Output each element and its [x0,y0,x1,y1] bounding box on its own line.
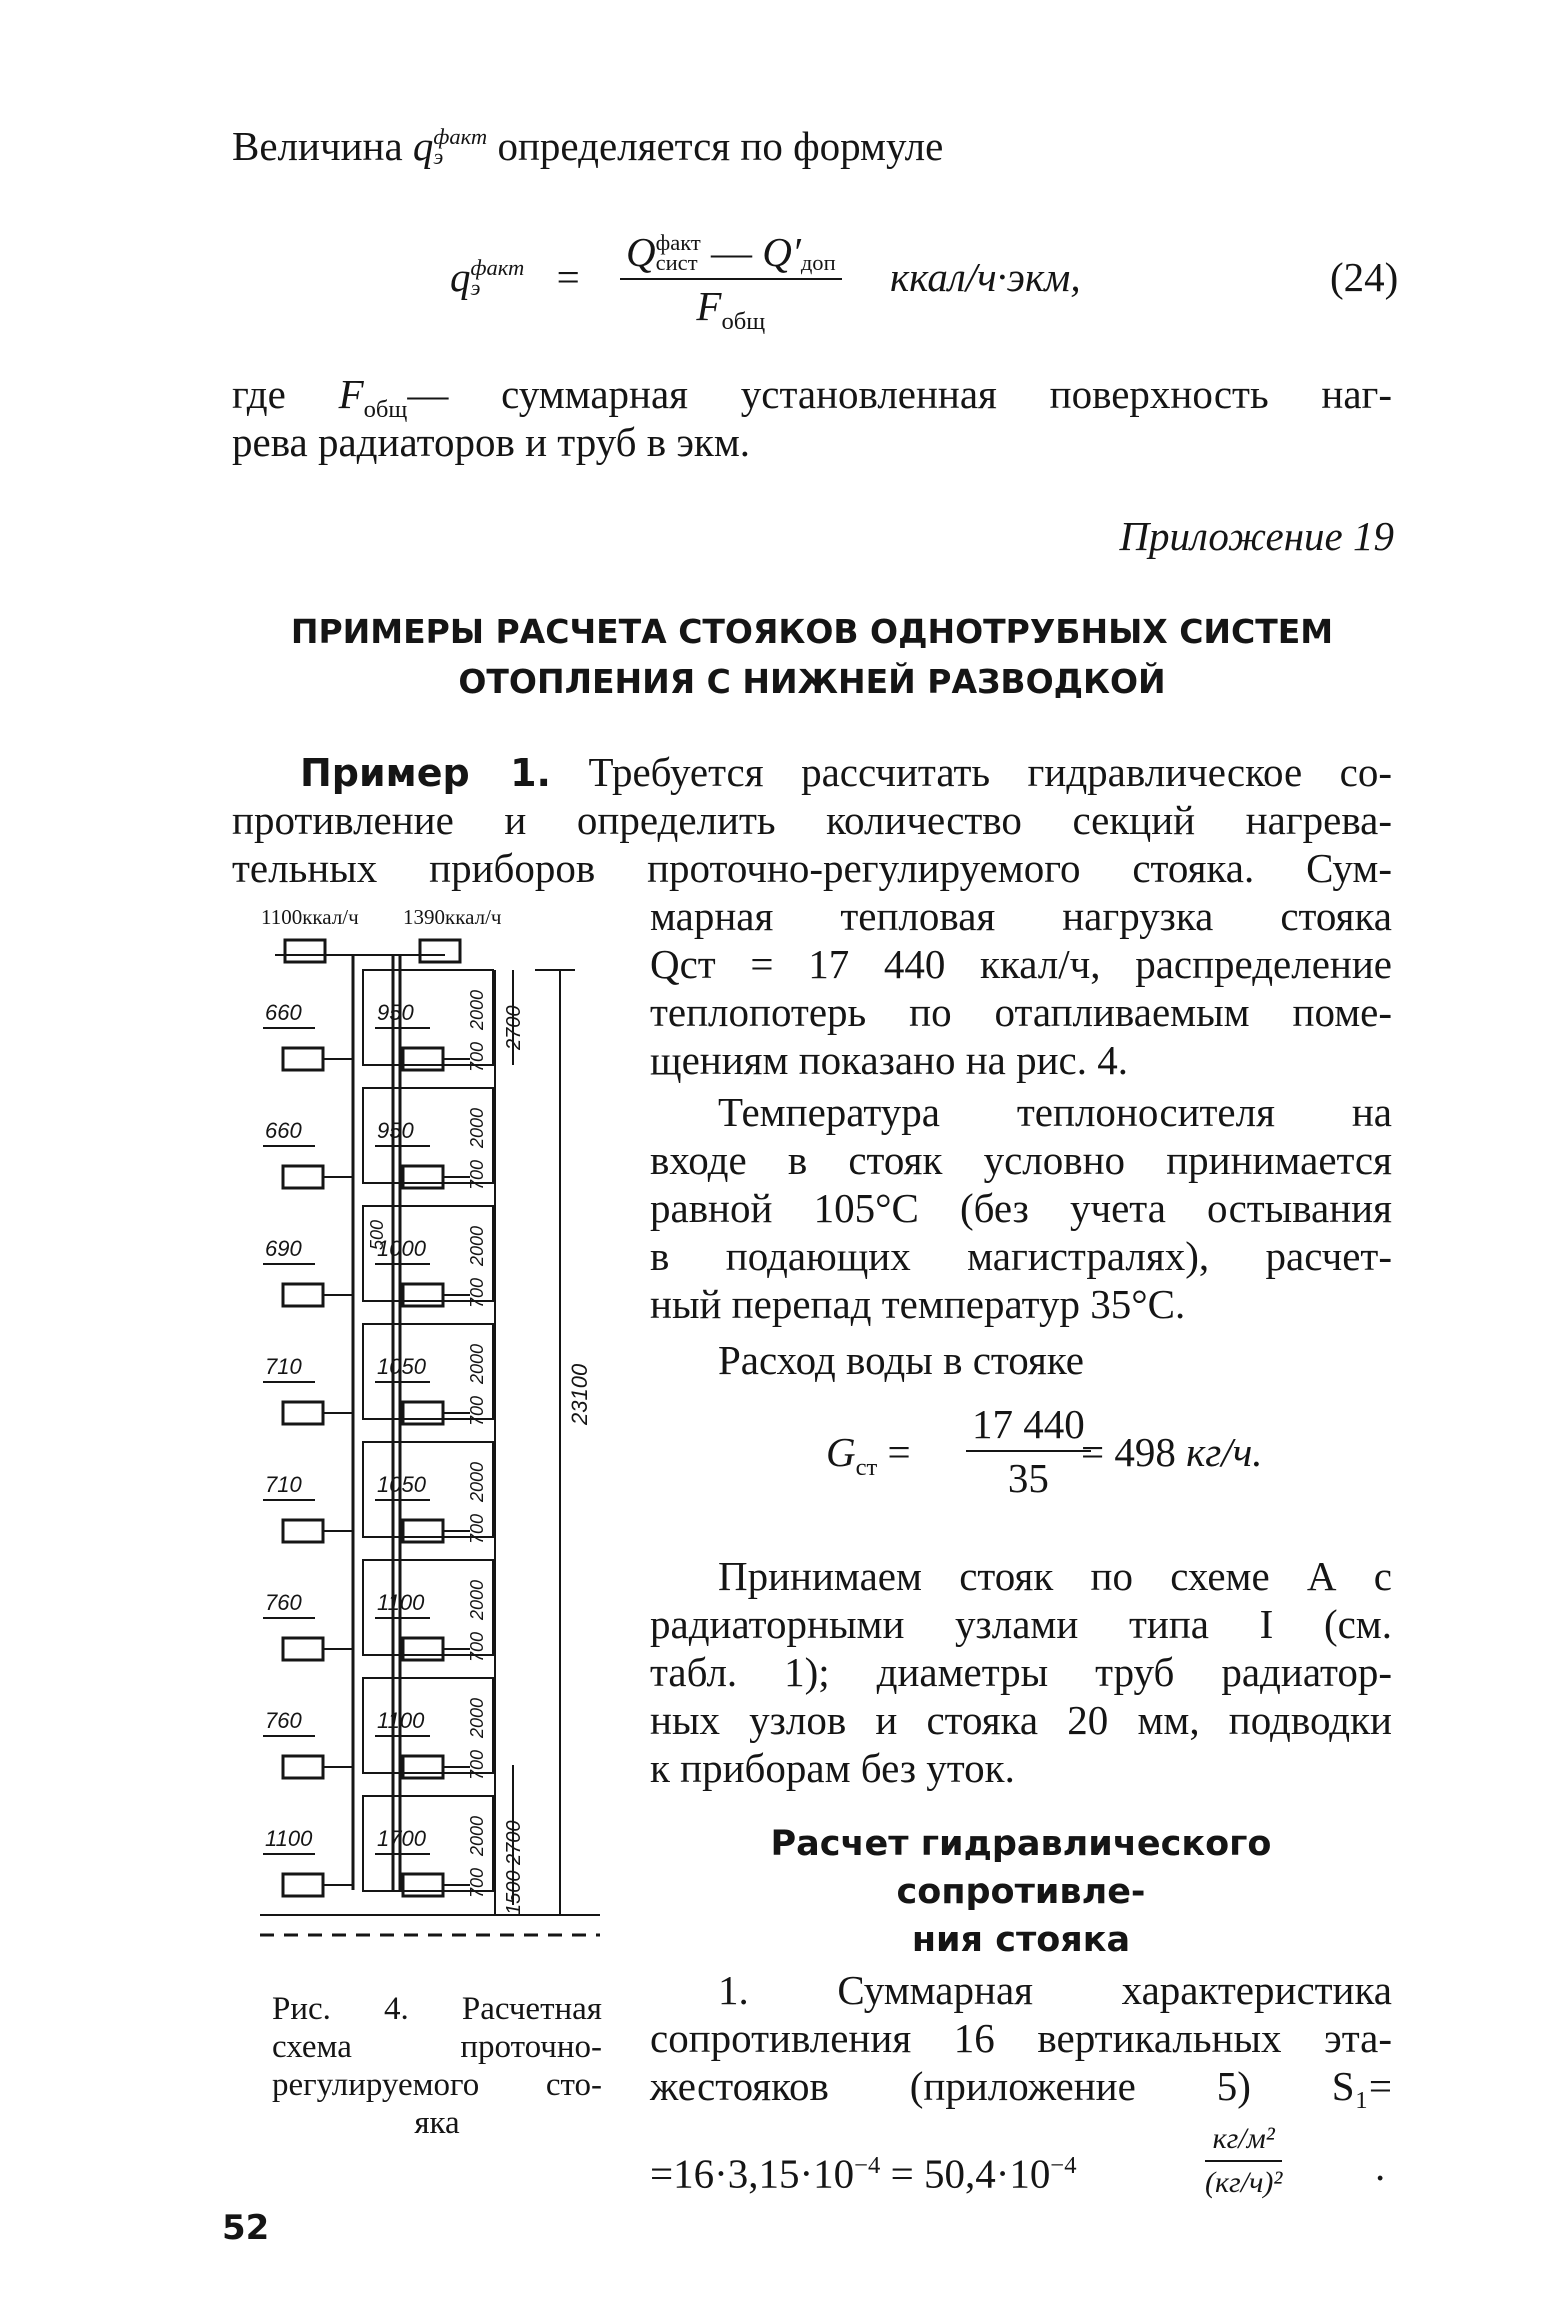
right-load-label: 1050 [377,1472,426,1497]
example-line-3: тельных приборов проточно-регулируемого стояка. Сум- [232,845,1392,891]
step1-line-1: 1. Суммарная характеристика [718,1967,1392,2013]
calc-heading-line-1: Расчет гидравлического сопротивле- [770,1824,1272,1912]
riser-diagram [255,905,600,1980]
floor-dimension: 700 [467,1749,487,1780]
left-load-label: 760 [265,1708,302,1733]
radiator-right [403,1284,443,1306]
floor-dimension: 2000 [467,1343,487,1384]
formula-unit: ккал/ч·экм, [890,254,1081,300]
section-heading [232,607,1392,707]
calc-heading-line-2: ния стояка [911,1920,1131,1960]
radiator-right [403,1874,443,1896]
accept-line-3: табл. 1); диаметры труб радиатор- [650,1649,1392,1695]
floor-dimension: 2000 [467,1225,487,1266]
radiator-right [403,1166,443,1188]
radiator-left [283,1166,323,1188]
intro-line [232,122,943,170]
floor-dimension: 700 [467,1867,487,1898]
top-left-load-label: 1100ккал/ч [261,905,359,929]
temp-line-5: ный перепад температур 35°С. [650,1281,1186,1327]
accept-line-4: ных узлов и стояка 20 мм, подводки [650,1697,1392,1743]
formula-lhs: qфакт э = [450,254,580,300]
right-load-label: 1100 [377,1708,425,1733]
figure-caption [272,1990,602,2142]
flow-fraction: $\frac{17 440}{35}$ [966,1400,1091,1502]
caption-line-2: схема проточно- [272,2029,602,2065]
radiator-right [403,1638,443,1660]
intro-word-velichina: Величина [232,123,403,169]
right-load-label: 1100 [377,1590,425,1615]
floor-dimension: 2000 [467,1815,487,1856]
dim-23100: 23100 [567,1363,592,1425]
flow-intro: Расход воды в стояке [718,1337,1084,1383]
floor-dimension: 2000 [467,1579,487,1620]
example-line-5: Qст = 17 440 ккал/ч, распределение [650,941,1392,987]
radiator-right [403,1402,443,1424]
floor-dimension: 700 [467,1159,487,1190]
heading-line-1: ПРИМЕРЫ РАСЧЕТА СТОЯКОВ ОДНОТРУБНЫХ СИСТЕМ [290,612,1334,651]
example-line-1: Пример 1. Требуется рассчитать гидравлическое со- [300,749,1392,795]
radiator-top-left [285,940,325,962]
temp-line-1: Температура теплоносителя на [718,1089,1392,1135]
where-line-1: где $F_{общ}—$ суммарная установленная поверхность наг- [232,371,1392,424]
temp-line-2: входе в стояк условно принимается [650,1137,1392,1183]
accept-line-1: Принимаем стояк по схеме А с [718,1553,1392,1599]
floor-dimension: 2000 [467,1107,487,1148]
temp-line-4: в подающих магистралях), расчет- [650,1233,1392,1279]
step1-line-3: жестояков (приложение 5) S₁= [650,2063,1392,2109]
flow-formula: $G_{ст}$ = $\frac{17 440}{35}$ = 498 кг/ч. [826,1401,1263,1501]
where-line-2: рева радиаторов и труб в экм. [232,419,751,465]
radiator-left [283,1048,323,1070]
floor-dimension: 700 [467,1631,487,1662]
floor-dimension: 700 [467,1277,487,1308]
appendix-label: Приложение 19 [1119,513,1394,559]
q-fakt-symbol: qфакт э [412,123,488,169]
radiator-left [283,1520,323,1542]
page-number: 52 [222,2208,270,2248]
step1-unit-fraction: кг/м² (кг/ч)² [1205,2122,1283,2199]
formula-fraction: Qфакт сист — Q′ доп $F_{общ}$ [620,228,842,346]
floor-dimension: 700 [467,1041,487,1072]
right-load-label: 950 [377,1118,414,1143]
left-load-label: 660 [265,1000,302,1025]
right-load-label: 1700 [377,1826,426,1851]
temp-line-3: равной 105°С (без учета остывания [650,1185,1392,1231]
radiator-left [283,1756,323,1778]
radiator-right [403,1756,443,1778]
radiator-right [403,1520,443,1542]
formula-24 [450,228,1440,338]
step1-equation: $=16\cdot 3,15\cdot 10^{-4} = 50,4\cdot 10^{-4}$ кг/м² (кг/ч)² . [650,2118,1392,2218]
left-load-label: 660 [265,1118,302,1143]
floor-dimension: 2000 [467,1461,487,1502]
floor-dimension: 700 [467,1513,487,1544]
step1-line-2: сопротивления 16 вертикальных эта- [650,2015,1392,2061]
right-load-label: 950 [377,1000,414,1025]
floor-dimension: 700 [467,1395,487,1426]
dim-2700-top: 2700 [503,1005,525,1050]
caption-line-4: яка [414,2105,460,2141]
dim-500: 500 [367,1219,387,1250]
radiator-left [283,1402,323,1424]
right-load-label: 1000 [377,1236,426,1261]
radiator-top-right [420,940,460,962]
floor-dimension: 2000 [467,1697,487,1738]
left-load-label: 690 [265,1236,302,1261]
example-line-6: теплопотерь по отапливаемым поме- [650,989,1392,1035]
floor-dimension: 2000 [467,989,487,1030]
accept-line-5: к приборам без уток. [650,1745,1015,1791]
heading-line-2: ОТОПЛЕНИЯ С НИЖНЕЙ РАЗВОДКОЙ [458,662,1166,701]
top-right-load-label: 1390ккал/ч [403,905,502,929]
formula-number: (24) [1330,254,1399,300]
dim-2700-bottom: 2700 [503,1820,525,1865]
left-load-label: 1100 [265,1826,313,1851]
caption-line-1: Рис. 4. Расчетная [272,1991,602,2027]
example-line-7: щениям показано на рис. 4. [650,1037,1129,1083]
example-line-4: марная тепловая нагрузка стояка [650,893,1392,939]
caption-line-3: регулируемого сто- [272,2067,602,2103]
left-load-label: 760 [265,1590,302,1615]
left-load-label: 710 [265,1472,302,1497]
left-load-label: 710 [265,1354,302,1379]
intro-word-formula: определяется по формуле [497,123,944,169]
radiator-left [283,1874,323,1896]
accept-line-2: радиаторными узлами типа I (см. [650,1601,1392,1647]
radiator-left [283,1638,323,1660]
radiator-right [403,1048,443,1070]
calc-heading [650,1820,1392,1964]
radiator-left [283,1284,323,1306]
riser-diagram-svg [255,905,600,1980]
right-load-label: 1050 [377,1354,426,1379]
dim-1500: 1500 [503,1870,525,1915]
example-line-2: противление и определить количество секций нагрева- [232,797,1392,843]
